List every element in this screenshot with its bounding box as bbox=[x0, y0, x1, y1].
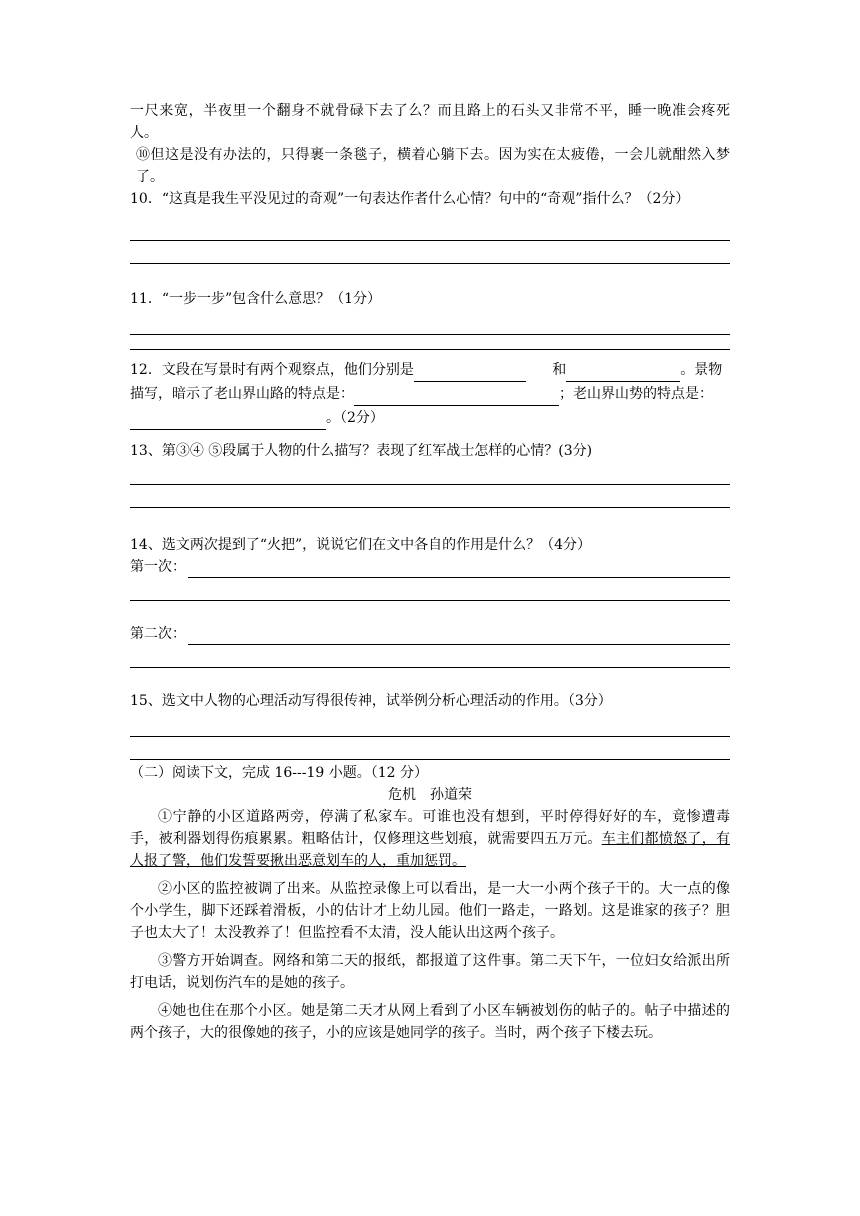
answer-line[interactable] bbox=[130, 218, 730, 241]
answer-line-second[interactable] bbox=[188, 628, 730, 645]
answer-line[interactable] bbox=[130, 714, 730, 737]
story-paragraph-1 bbox=[130, 806, 730, 872]
blank-mountain-feature[interactable] bbox=[130, 413, 326, 430]
answer-second bbox=[130, 623, 730, 645]
question-12-text-4: ；老山界山势的特点是： bbox=[559, 386, 713, 402]
passage-paragraph-9-end: 一尺来宽，半夜里一个翻身不就骨碌下去了么？而且路上的石头又非常不平，睡一晚准会疼死人。 bbox=[130, 103, 730, 141]
answer-line[interactable] bbox=[130, 485, 730, 508]
answer-line[interactable] bbox=[130, 335, 730, 350]
answer-lines-13 bbox=[130, 462, 730, 508]
story-title: 危机 孙道荣 bbox=[388, 787, 472, 803]
story-paragraph-1-text: ①宁静的小区道路两旁，停满了私家车。可谁也没有想到，平时停得好好的车，竟惨遭毒手，被利器划得伤痕累累。粗略估计，仅修理这些划痕，就需要四五万元。 bbox=[130, 809, 730, 847]
label-first: 第一次： bbox=[130, 559, 186, 575]
answer-line-first[interactable] bbox=[188, 561, 730, 578]
label-second: 第二次： bbox=[130, 626, 186, 642]
answer-line[interactable] bbox=[130, 737, 730, 760]
story-paragraph-3: ③警方开始调查。网络和第二天的报纸，都报道了这件事。第二天下午，一位妇女给派出所打电话，说划伤汽车的是她的孩子。 bbox=[130, 953, 730, 991]
blank-road-feature[interactable] bbox=[354, 389, 559, 406]
answer-line[interactable] bbox=[130, 645, 730, 668]
answer-line[interactable] bbox=[130, 578, 730, 601]
section-2-heading: （二）阅读下文，完成 16---19 小题。（12 分） bbox=[130, 765, 428, 781]
question-10: 10．“这真是我生平没见过的奇观”一句表达作者什么心情？句中的“奇观”指什么？（2分） bbox=[130, 191, 690, 207]
answer-line[interactable] bbox=[130, 462, 730, 485]
document-page bbox=[130, 100, 730, 1044]
answer-first bbox=[130, 556, 730, 578]
underlined-sentence: 车主们都愤怒了，有人报了警，他们发誓要揪出恶意划车的人，重加惩罚。 bbox=[130, 831, 731, 869]
answer-line[interactable] bbox=[130, 312, 730, 335]
answer-line[interactable] bbox=[130, 241, 730, 264]
question-14: 14、选文两次提到了“火把”，说说它们在文中各自的作用是什么？（4分） bbox=[130, 537, 592, 553]
answer-lines-11 bbox=[130, 312, 730, 350]
passage-paragraph-10: ⑩但这是没有办法的，只得裹一条毯子，横着心躺下去。因为实在太疲倦，一会儿就酣然入梦了。 bbox=[136, 147, 730, 185]
question-13: 13、第③④ ⑤段属于人物的什么描写？表现了红军战士怎样的心情？(3分) bbox=[130, 443, 593, 459]
question-15: 15、选文中人物的心理活动写得很传神，试举例分析心理活动的作用。（3分） bbox=[130, 693, 612, 709]
answer-lines-10 bbox=[130, 218, 730, 264]
blank-observation-point-1[interactable] bbox=[414, 365, 526, 382]
question-12-text-5: 。（2分） bbox=[326, 410, 384, 426]
question-12-text-3: 。景物描写，暗示了老山界山路的特点是： bbox=[130, 362, 723, 402]
question-11: 11．“一步一步”包含什么意思？（1分） bbox=[130, 291, 382, 307]
question-12-text-1: 12．文段在写景时有两个观察点，他们分别是 bbox=[130, 362, 414, 378]
blank-observation-point-2[interactable] bbox=[566, 365, 680, 382]
question-12 bbox=[130, 358, 730, 430]
story-paragraph-2: ②小区的监控被调了出来。从监控录像上可以看出，是一大一小两个孩子干的。大一点的像个小学生，脚下还踩着滑板，小的估计才上幼儿园。他们一路走，一路划。这是谁家的孩子？胆子也太大了！太没教养了！但监控看不太清，没人能认出这两个孩子。 bbox=[130, 881, 730, 941]
question-12-text-2: 和 bbox=[552, 362, 567, 378]
answer-lines-15 bbox=[130, 714, 730, 760]
story-paragraph-4: ④她也住在那个小区。她是第二天才从网上看到了小区车辆被划伤的帖子的。帖子中描述的两个孩子，大的很像她的孩子，小的应该是她同学的孩子。当时，两个孩子下楼去玩。 bbox=[130, 1003, 730, 1041]
